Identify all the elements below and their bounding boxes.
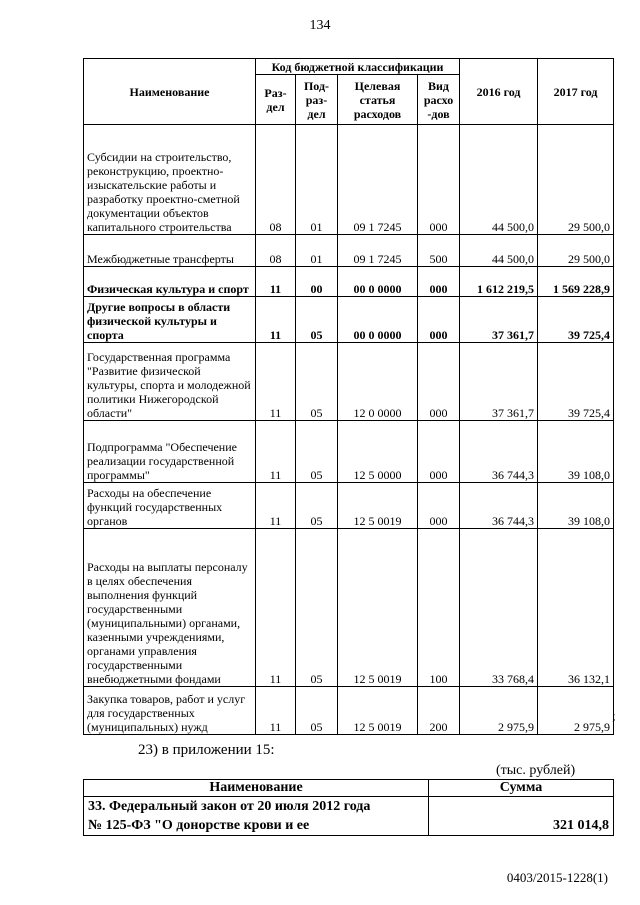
- table-row: [84, 297, 614, 343]
- row-target: 12 5 0000: [338, 421, 418, 483]
- row-target: 12 5 0019: [338, 687, 418, 735]
- table-row: [84, 529, 614, 687]
- row-section: 11: [256, 421, 296, 483]
- row-section: 08: [256, 235, 296, 267]
- row-type: 000: [418, 343, 460, 421]
- row-2016: 44 500,0: [460, 235, 538, 267]
- header-type: Вид расхо -дов: [418, 75, 460, 125]
- appendix-name-line2: № 125-ФЗ "О донорстве крови и ее: [88, 818, 310, 833]
- row-2017: 39 108,0: [538, 483, 614, 529]
- table-row: [84, 421, 614, 483]
- row-section: 11: [256, 343, 296, 421]
- row-2017: 39 108,0: [538, 421, 614, 483]
- row-name: Межбюджетные трансферты: [84, 235, 256, 267]
- table-row: [84, 483, 614, 529]
- row-2017: 29 500,0: [538, 235, 614, 267]
- intro-text: 23) в приложении 15:: [138, 742, 275, 758]
- row-subsection: 05: [296, 343, 338, 421]
- row-type: 100: [418, 529, 460, 687]
- appendix-header-name: Наименование: [84, 780, 429, 797]
- row-type: 200: [418, 687, 460, 735]
- row-name: Расходы на выплаты персоналу в целях обеспечения выполнения функций государственными (муниципальными) органами, казенными учреждениями, органами управления государственными внебюджетными фондами: [84, 529, 256, 687]
- row-target: 00 0 0000: [338, 267, 418, 297]
- page-number: 134: [309, 18, 331, 33]
- trailing-semicolon: ;: [612, 708, 616, 723]
- row-2017: 39 725,4: [538, 343, 614, 421]
- row-2017: 36 132,1: [538, 529, 614, 687]
- row-2016: 36 744,3: [460, 483, 538, 529]
- appendix-header-sum: Сумма: [429, 780, 614, 797]
- row-section: 08: [256, 125, 296, 235]
- table-row: [84, 687, 614, 735]
- row-section: 11: [256, 267, 296, 297]
- unit-text: (тыс. рублей): [496, 763, 576, 778]
- appendix-name-line1: 33. Федеральный закон от 20 июля 2012 года: [88, 799, 371, 814]
- row-name: Закупка товаров, работ и услуг для государственных (муниципальных) нужд: [84, 687, 256, 735]
- header-name: Наименование: [84, 59, 256, 125]
- row-target: 09 1 7245: [338, 235, 418, 267]
- row-name: Субсидии на строительство, реконструкцию, проектно-изыскательские работы и разработку проектно-сметной документации объектов капитального строительства: [84, 125, 256, 235]
- appendix-row: [84, 797, 614, 836]
- table-row: [84, 343, 614, 421]
- row-name: Государственная программа "Развитие физической культуры, спорта и молодежной политики Нижегородской области": [84, 343, 256, 421]
- header-2016: 2016 год: [460, 59, 538, 125]
- header-code-group: Код бюджетной классификации: [256, 59, 460, 75]
- row-target: 00 0 0000: [338, 297, 418, 343]
- row-target: 12 0 0000: [338, 343, 418, 421]
- row-2016: 37 361,7: [460, 297, 538, 343]
- row-2017: 39 725,4: [538, 297, 614, 343]
- row-2016: 37 361,7: [460, 343, 538, 421]
- document-code: 0403/2015-1228(1): [506, 870, 608, 885]
- table-row: [84, 125, 614, 235]
- header-subsection: Под-раз-дел: [296, 75, 338, 125]
- row-subsection: 01: [296, 125, 338, 235]
- header-section: Раз-дел: [256, 75, 296, 125]
- row-subsection: 00: [296, 267, 338, 297]
- row-section: 11: [256, 529, 296, 687]
- row-name: Физическая культура и спорт: [84, 267, 256, 297]
- table-row: [84, 267, 614, 297]
- row-type: 000: [418, 421, 460, 483]
- row-subsection: 05: [296, 483, 338, 529]
- budget-table-body: [84, 125, 614, 735]
- row-type: 500: [418, 235, 460, 267]
- row-target: 09 1 7245: [338, 125, 418, 235]
- header-target: Целевая статья расходов: [338, 75, 418, 125]
- row-section: 11: [256, 483, 296, 529]
- header-2017: 2017 год: [538, 59, 614, 125]
- appendix-table: [83, 779, 614, 836]
- row-type: 000: [418, 297, 460, 343]
- row-2016: 33 768,4: [460, 529, 538, 687]
- table-row: [84, 235, 614, 267]
- row-type: 000: [418, 125, 460, 235]
- row-section: 11: [256, 687, 296, 735]
- row-2016: 36 744,3: [460, 421, 538, 483]
- appendix-row-name: [84, 797, 429, 836]
- row-2016: 1 612 219,5: [460, 267, 538, 297]
- row-2017: 2 975,9: [538, 687, 614, 735]
- appendix-row-sum: 321 014,8: [429, 797, 614, 836]
- row-subsection: 05: [296, 529, 338, 687]
- row-type: 000: [418, 483, 460, 529]
- row-subsection: 05: [296, 297, 338, 343]
- row-name: Подпрограмма "Обеспечение реализации государственной программы": [84, 421, 256, 483]
- row-2016: 2 975,9: [460, 687, 538, 735]
- row-2017: 1 569 228,9: [538, 267, 614, 297]
- budget-table: [83, 58, 614, 735]
- row-2016: 44 500,0: [460, 125, 538, 235]
- row-subsection: 05: [296, 421, 338, 483]
- row-section: 11: [256, 297, 296, 343]
- row-type: 000: [418, 267, 460, 297]
- row-name: Другие вопросы в области физической культуры и спорта: [84, 297, 256, 343]
- row-subsection: 01: [296, 235, 338, 267]
- row-subsection: 05: [296, 687, 338, 735]
- row-2017: 29 500,0: [538, 125, 614, 235]
- row-target: 12 5 0019: [338, 483, 418, 529]
- row-name: Расходы на обеспечение функций государственных органов: [84, 483, 256, 529]
- row-target: 12 5 0019: [338, 529, 418, 687]
